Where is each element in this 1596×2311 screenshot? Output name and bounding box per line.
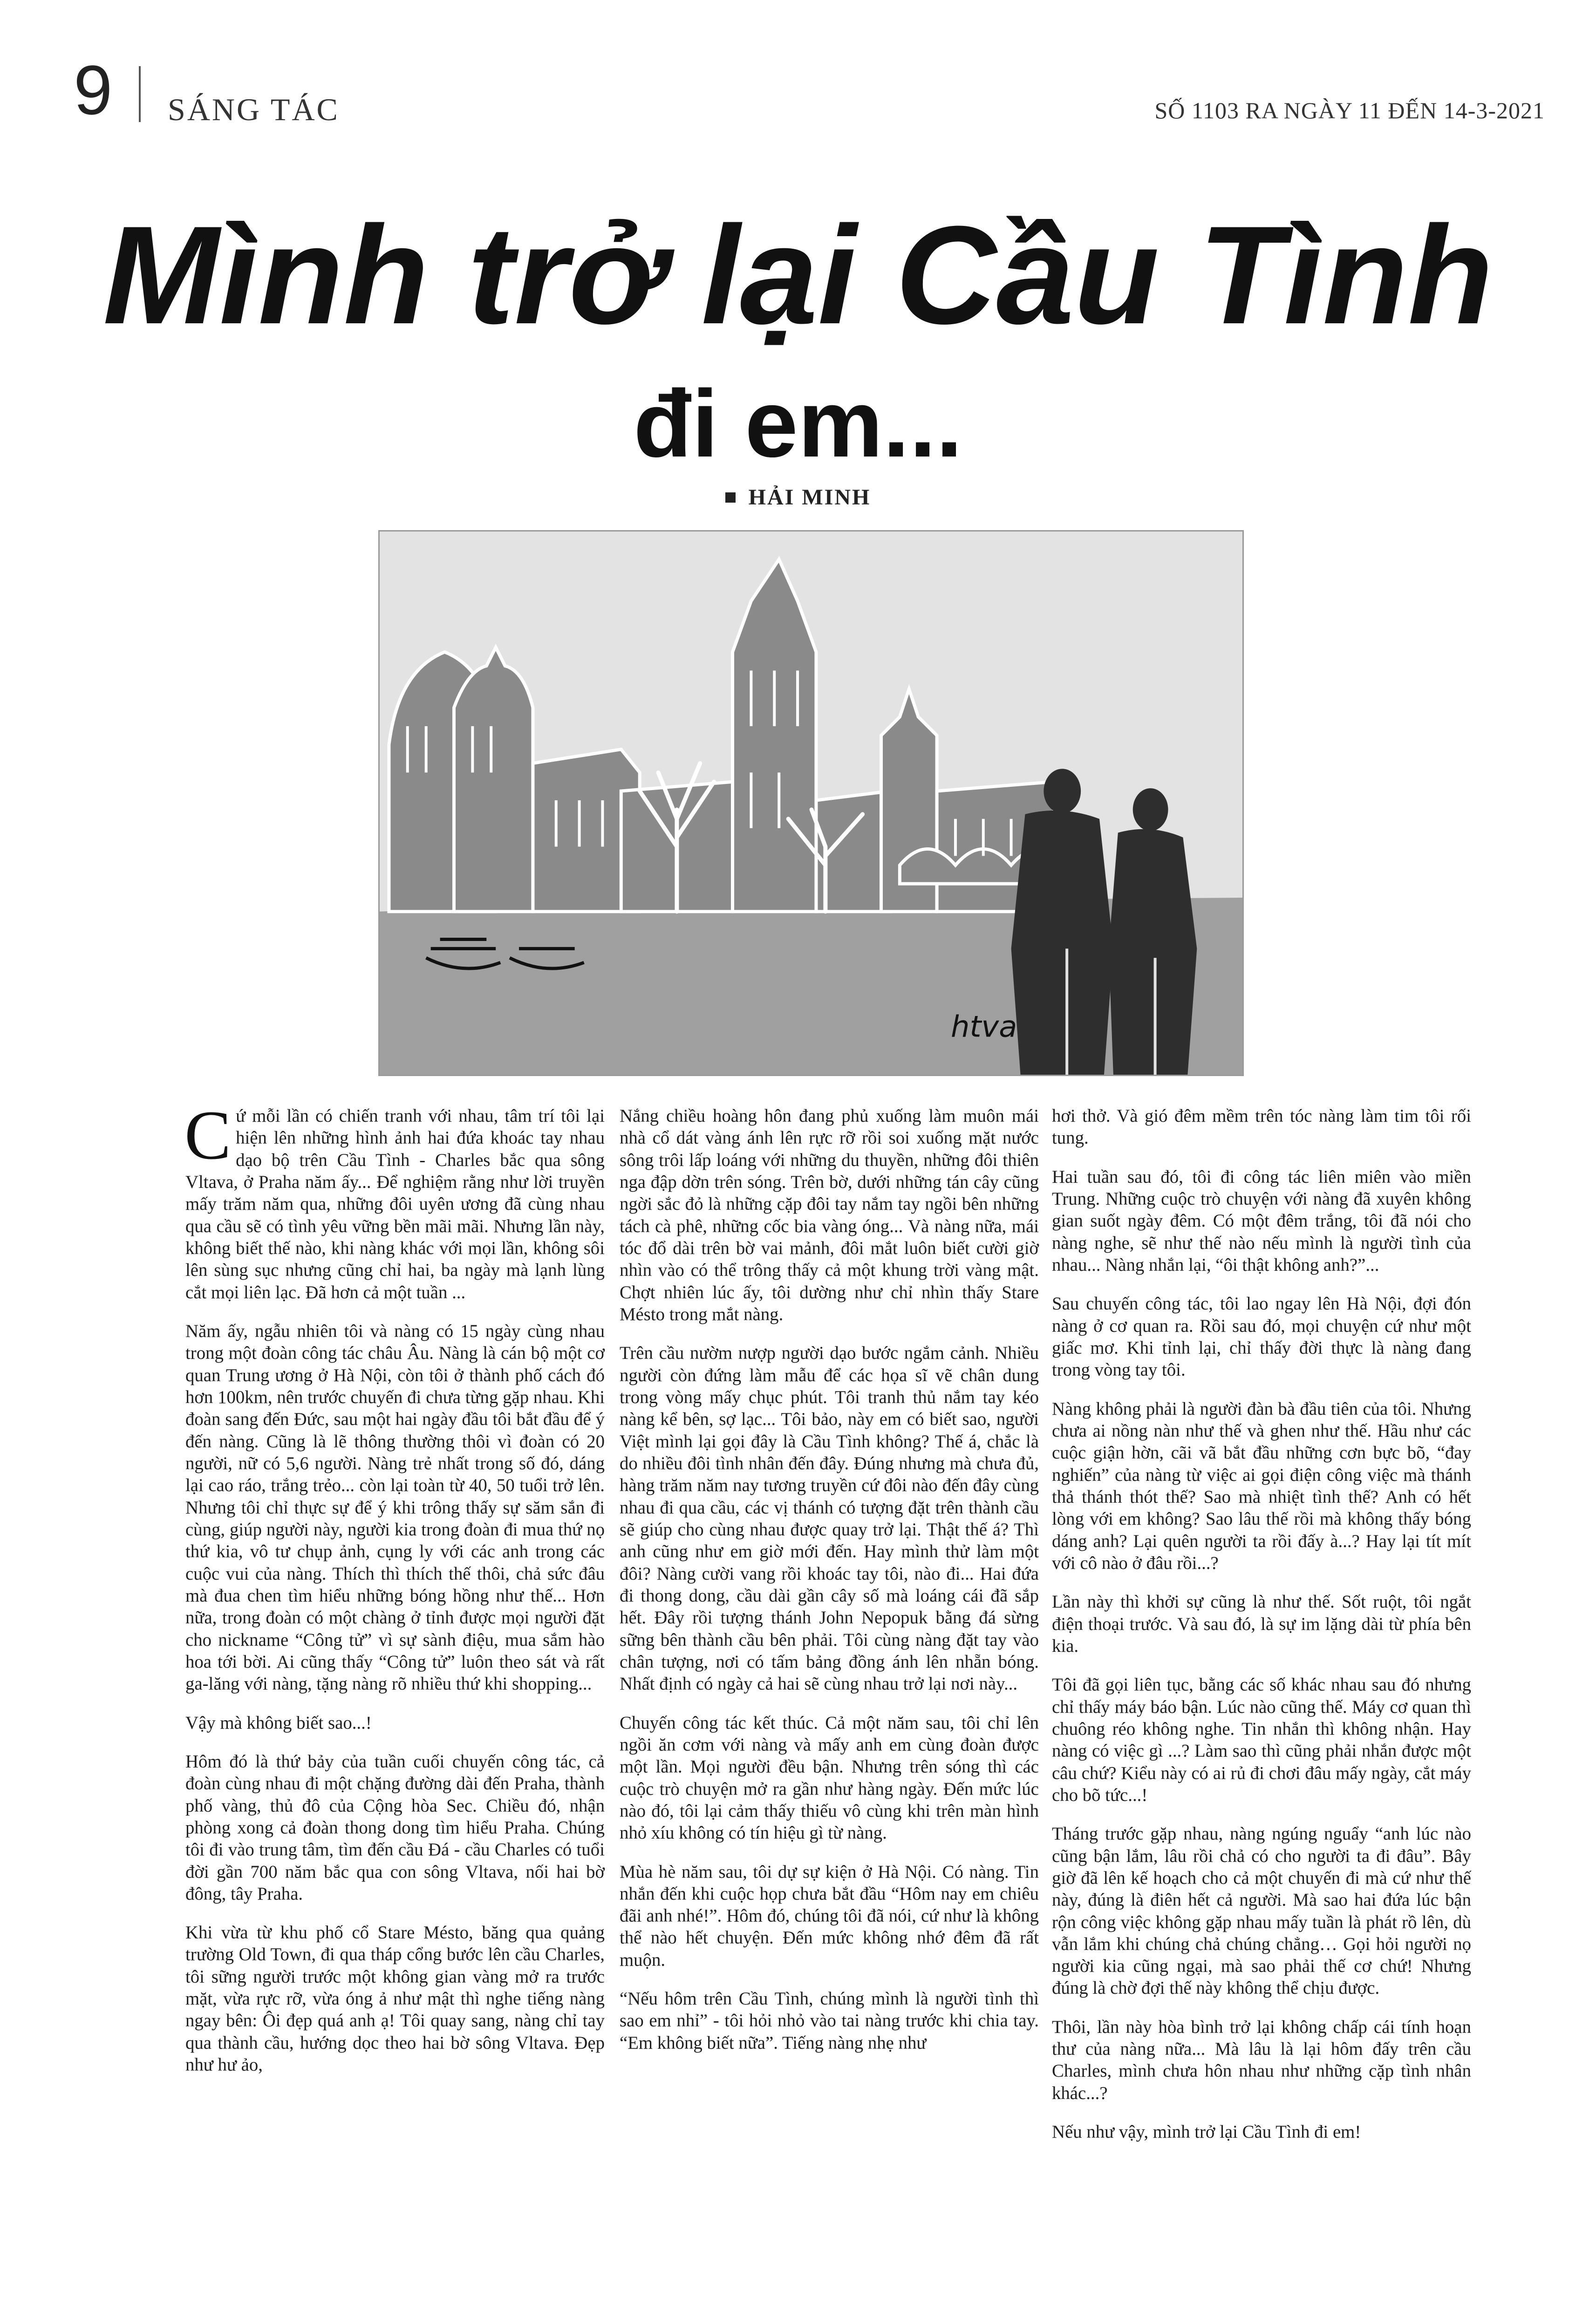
- paragraph: Sau chuyến công tác, tôi lao ngay lên Hà Nội, đợi đón nàng ở cơ quan ra. Rồi sau đó, mọi chuyện cứ như một giấc mơ. Khi tỉnh lại, chỉ thấy đời thực là nàng đang trong vòng tay tôi.: [1052, 1294, 1471, 1380]
- prague-illustration-svg: [380, 532, 1242, 1075]
- paragraph: Tháng trước gặp nhau, nàng ngúng nguẩy “anh lúc nào cũng bận lắm, lâu rồi chả có cho người ta đi đâu”. Bây giờ đã lên kế hoạch cho cả một chuyến đi mà cứ như thế này, đúng là điên hết cả người. Mà sao hai đứa lúc bận rộn công việc không gặp nhau mấy tuần là phát rồ lên, dù vẫn lắm khi chúng chả chúng chẳng… Gọi hỏi người nọ người kia cũng ngại, mà sao phải thế cơ chứ! Nhưng đúng là chờ đợi thế này không thể chịu được.: [1052, 1824, 1471, 1998]
- article-column-1: [184, 1097, 605, 2093]
- author-name: HẢI MINH: [748, 485, 871, 510]
- article-title: Mình trở lại Cầu Tình: [102, 197, 1494, 353]
- page-header: [0, 0, 1596, 149]
- article-title-line2: đi em...: [633, 370, 963, 477]
- illustration: [378, 530, 1244, 1076]
- artist-signature: htva: [951, 1009, 1017, 1044]
- issue-info: SỐ 1103 RA NGÀY 11 ĐẾN 14-3-2021: [1154, 97, 1545, 123]
- section-label: SÁNG TÁC: [168, 92, 340, 127]
- paragraph: Nàng không phải là người đàn bà đầu tiên của tôi. Nhưng chưa ai nồng nàn như thế và ghen như thế. Hầu như các cuộc giận hờn, cãi vã bắt đầu những cơn bực bõ, “đay nghiến” của nàng từ việc ai gọi điện công việc mà thánh thả thánh thót thế? Sao mà nhiệt tình thế? Anh có hết lòng với em không? Sao lâu thế rồi mà không thấy bóng dáng anh? Lại quên người ta rồi đấy à...? Hay lại tít mít với cô nào ở đâu rồi...?: [1052, 1398, 1471, 1573]
- paragraph: “Nếu hôm trên Cầu Tình, chúng mình là người tình thì sao em nhỉ” - tôi hỏi nhỏ vào tai nàng trước khi chia tay. “Em không biết nữa”. Tiếng nàng nhẹ như: [620, 1989, 1039, 2053]
- article-column-3: [1052, 1105, 1471, 2160]
- page-number: 9: [74, 51, 113, 129]
- paragraph: Mùa hè năm sau, tôi dự sự kiện ở Hà Nội. Có nàng. Tin nhắn đến khi cuộc họp chưa bắt đầu “Hôm nay em chiêu đãi anh nhé!”. Hôm đó, chúng tôi đã nói, cứ như là không thể nào hết chuyện. Đến mức không nhớ đêm đã rất muộn.: [620, 1861, 1039, 1970]
- bullet-square-icon: [725, 492, 736, 503]
- paragraph: Thôi, lần này hòa bình trở lại không chấp cái tính hoạn thư của nàng nữa... Mà lâu là lại hôm đấy trên cầu Charles, mình chưa hôn nhau như những cặp tình nhân khác...?: [1052, 2017, 1471, 2103]
- paragraph: Vậy mà không biết sao...!: [185, 1712, 372, 1733]
- paragraph: Nắng chiều hoàng hôn đang phủ xuống làm muôn mái nhà cổ dát vàng ánh lên rực rỡ rồi soi xuống mặt nước sông trôi lấp loáng với những du thuyền, những đôi thiên nga đập dờn trên sóng. Trên bờ, dưới những tán cây cũng ngời sắc đỏ là những cặp đôi tay nắm tay ngồi bên những tách cà phê, những cốc bia vàng óng... Và nàng nữa, mái tóc đổ dài trên bờ vai mảnh, đôi mắt luôn biết cười giờ nhìn vào có thể trông thấy cả một khung trời vàng mật. Chợt nhiên lúc ấy, tôi dường như chỉ nhìn thấy Stare Mésto trong mắt nàng.: [620, 1106, 1039, 1324]
- paragraph: Tôi đã gọi liên tục, bằng các số khác nhau sau đó nhưng chỉ thấy máy báo bận. Lúc nào cũng thế. Máy cơ quan thì chuông réo không nghe. Tin nhắn thì không nhận. Hay nàng có việc gì ...? Làm sao thì cũng phải nhắn được một câu chứ? Kiểu này có ai rủ đi chơi đâu mấy ngày, cắt máy cho bõ tức...!: [1052, 1675, 1471, 1805]
- header-divider: [139, 66, 141, 122]
- paragraph: Lần này thì khởi sự cũng là như thế. Sốt ruột, tôi ngắt điện thoại trước. Và sau đó, là sự im lặng dài từ phía bên kia.: [1052, 1592, 1471, 1656]
- paragraph: Nếu như vậy, mình trở lại Cầu Tình đi em!: [1052, 2122, 1361, 2142]
- paragraph: Năm ấy, ngẫu nhiên tôi và nàng có 15 ngày cùng nhau trong một đoàn công tác châu Âu. Nàng là cán bộ một cơ quan Trung ương ở Hà Nội, còn tôi ở thành phố cách đó hơn 100km, nên trước chuyến đi chưa từng gặp nhau. Khi đoàn sang đến Đức, sau một hai ngày đầu tôi bắt đầu để ý đến nàng. Cũng là lẽ thông thường thôi vì đoàn có 20 người, nữ có 5,6 người. Nàng trẻ nhất trong số đó, dáng lại cao ráo, trắng trẻo... còn lại toàn từ 40, 50 tuổi trở lên. Nhưng tôi chỉ thực sự để ý khi trông thấy sự săm sắn đi cùng, giúp người này, người kia trong đoàn đi mua thứ nọ thứ kia, vô tư chụp ảnh, cụng ly với các anh trong các cuộc vui của nàng. Thích thì thích thế thôi, chả sức đâu mà đua chen tìm hiểu những bóng hồng như thế... Hơn nữa, trong đoàn có một chàng ở tỉnh được mọi người đặt cho nickname “Công tử” vì sự sành điệu, mua sắm hào hoa tới bời. Ai cũng thấy “Công tử” luôn theo sát và rất ga-lăng với nàng, tặng nàng rõ nhiều thứ khi shopping...: [185, 1321, 605, 1694]
- drop-cap: C: [184, 1097, 232, 1174]
- paragraph: Hôm đó là thứ bảy của tuần cuối chuyến công tác, cả đoàn cùng nhau đi một chặng đường dài đến Praha, thành phố vàng, thủ đô của Cộng hòa Sec. Chiều đó, nhận phòng xong cả đoàn thong dong tìm hiểu Praha. Chúng tôi đi vào trung tâm, tìm đến cầu Đá - cầu Charles có tuổi đời gần 700 năm bắc qua con sông Vltava, nối hai bờ đông, tây Praha.: [185, 1751, 605, 1904]
- paragraph: Cứ mỗi lần có chiến tranh với nhau, tâm trí tôi lại hiện lên những hình ảnh hai đứa khoác tay nhau dạo bộ trên Cầu Tình - Charles bắc qua sông Vltava, ở Praha năm ấy... Để nghiệm rằng như lời truyền mấy trăm năm qua, những đôi uyên ương đã cùng nhau qua cầu sẽ có tình yêu vững bền mãi mãi. Nhưng lần này, không biết thế nào, khi nàng khác với mọi lần, không sôi lên sùng sục nhưng cũng chỉ hai, ba ngày mà lạnh lùng cắt mọi liên lạc. Đã hơn cả một tuần ...: [184, 1097, 605, 1302]
- paragraph: Chuyến công tác kết thúc. Cả một năm sau, tôi chỉ lên ngồi ăn cơm với nàng và mấy anh em cùng đoàn được một lần. Mọi người đều bận. Nhưng trên sóng thì các cuộc trò chuyện mở ra gần như hàng ngày. Đến mức lúc nào đó, tôi lại cảm thấy thiếu vô cùng khi trên màn hình nhỏ xíu không có tín hiệu gì từ nàng.: [620, 1712, 1039, 1843]
- paragraph: Khi vừa từ khu phố cổ Stare Mésto, băng qua quảng trường Old Town, đi qua tháp cổng bước lên cầu Charles, tôi sững người trước một không gian vàng mở ra trước mặt, vừa rực rỡ, vừa óng ả như mật thì nghe tiếng nàng ngay bên: Ôi đẹp quá anh ạ! Tôi quay sang, nàng chỉ tay qua thành cầu, hướng dọc theo hai bờ sông Vltava. Đẹp như hư ảo,: [185, 1922, 605, 2075]
- byline: [0, 484, 1596, 510]
- paragraph: Hai tuần sau đó, tôi đi công tác liên miên vào miền Trung. Những cuộc trò chuyện với nàng đã xuyên không gian suốt ngày đêm. Có một đêm trắng, tôi đã nói cho nàng nghe, sẽ như thế nào nếu mình là người tình của nhau... Nàng nhắn lại, “ôi thật không anh?”...: [1052, 1166, 1471, 1275]
- paragraph: Trên cầu nườm nượp người dạo bước ngắm cảnh. Nhiều người còn đứng làm mẫu để các họa sĩ vẽ chân dung trong vòng mấy chục phút. Tôi tranh thủ nắm tay kéo nàng kể bên, sợ lạc... Tôi bảo, này em có biết sao, người Việt mình lại gọi đây là Cầu Tình không? Thế á, chắc là do nhiều đôi tình nhân đến đây. Đúng nhưng mà chưa đủ, hàng trăm năm nay tương truyền cứ đôi nào đến đây cùng nhau đi qua cầu, các vị thánh có tượng đặt trên thành cầu sẽ giúp cho cùng nhau được quay trở lại. Thật thế á? Thì anh cũng như em giờ mới đến. Hay mình thử làm một đôi? Nàng cười vang rồi khoác tay tôi, nào đi... Hai đứa đi thong dong, cầu dài gần cây số mà loáng cái đã sắp hết. Đây rồi tượng thánh John Nepopuk bằng đá sừng sững bên thành cầu bên phải. Tôi cùng nàng đặt tay vào chân tượng, nơi có tấm bảng đồng ánh lên nhẵn bóng. Nhất định có ngày cả hai sẽ cùng nhau trở lại nơi này...: [620, 1343, 1039, 1694]
- paragraph: hơi thở. Và gió đêm mềm trên tóc nàng làm tim tôi rối tung.: [1052, 1106, 1471, 1148]
- article-column-2: [620, 1105, 1039, 2071]
